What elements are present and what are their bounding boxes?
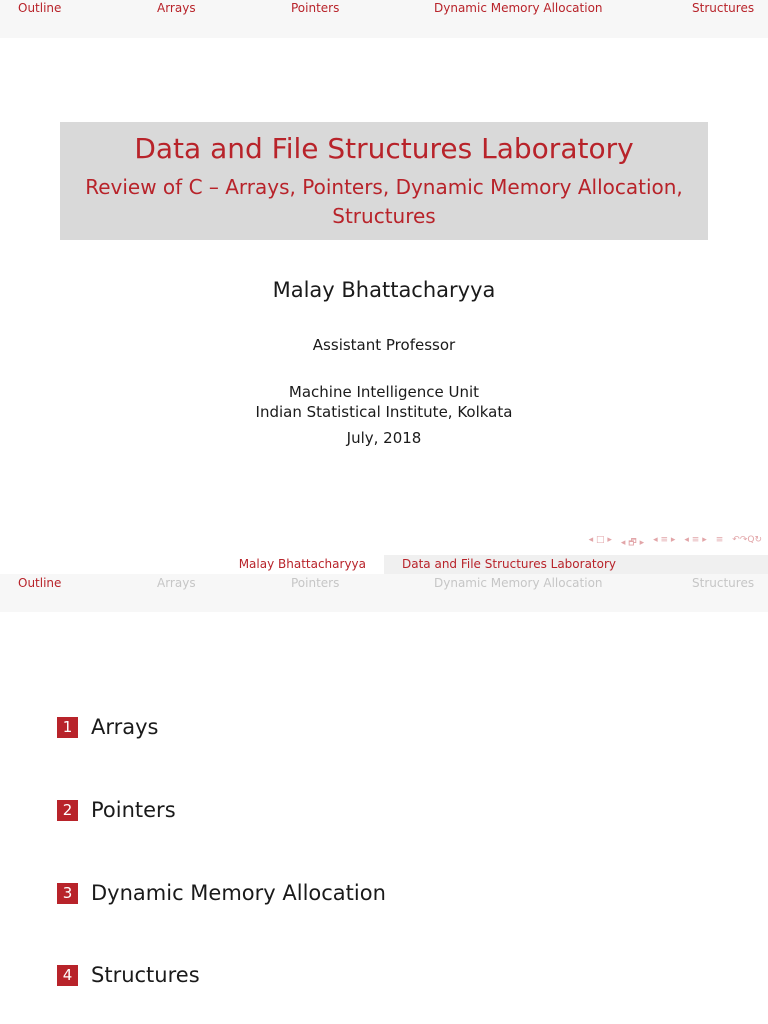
- toc-number: 4: [57, 965, 78, 986]
- presentation-date: July, 2018: [346, 429, 422, 447]
- toc-item-dynamic-memory[interactable]: [57, 881, 386, 905]
- slide-title: Data and File Structures Laboratory: [134, 132, 634, 165]
- title-box: [60, 122, 708, 240]
- toc-label: Arrays: [91, 715, 159, 739]
- nav-outline[interactable]: Outline: [18, 576, 62, 590]
- toc-number: 2: [57, 800, 78, 821]
- toc-item-structures[interactable]: [57, 963, 200, 987]
- slide-subtitle: Review of C – Arrays, Pointers, Dynamic Memory Allocation, Structures: [85, 175, 683, 228]
- toc-item-pointers[interactable]: [57, 798, 176, 822]
- unit-name: Machine Intelligence Unit: [288, 383, 480, 401]
- section-nav-icon[interactable]: ◂ ≡ ▸: [653, 535, 676, 545]
- footer-title: Data and File Structures Laboratory: [402, 557, 617, 571]
- nav-pointers[interactable]: Pointers: [291, 576, 340, 590]
- nav-structures[interactable]: Structures: [692, 576, 755, 590]
- nav-structures[interactable]: Structures: [692, 1, 755, 15]
- author-name: Malay Bhattacharyya: [272, 278, 496, 302]
- doc-nav-icon[interactable]: ◂ ≡ ▸: [684, 535, 707, 545]
- slide-footer: [0, 555, 768, 574]
- nav-arrays[interactable]: Arrays: [157, 1, 196, 15]
- nav-pointers[interactable]: Pointers: [291, 1, 340, 15]
- frame-nav-icon[interactable]: ◂ □ ▸: [588, 535, 612, 545]
- subsection-nav-icon[interactable]: ◂ 🗗 ▸: [620, 538, 645, 548]
- nav-dynamic-memory[interactable]: Dynamic Memory Allocation: [434, 1, 603, 15]
- nav-arrays[interactable]: Arrays: [157, 576, 196, 590]
- search-nav-icon[interactable]: ↶↷Q↻: [732, 535, 762, 545]
- beamer-nav-controls: [589, 535, 762, 551]
- toc-number: 3: [57, 883, 78, 904]
- author-position: Assistant Professor: [312, 336, 456, 354]
- toc-nav-icon[interactable]: ≡: [715, 535, 724, 545]
- toc-item-arrays[interactable]: [57, 715, 159, 739]
- toc-label: Structures: [91, 963, 200, 987]
- toc-label: Dynamic Memory Allocation: [91, 881, 386, 905]
- section-navbar: [0, 574, 768, 612]
- institute-name: Indian Statistical Institute, Kolkata: [255, 403, 513, 421]
- footer-author: Malay Bhattacharyya: [238, 557, 366, 571]
- nav-dynamic-memory[interactable]: Dynamic Memory Allocation: [434, 576, 603, 590]
- toc-label: Pointers: [91, 798, 176, 822]
- nav-outline[interactable]: Outline: [18, 1, 62, 15]
- toc-number: 1: [57, 717, 78, 738]
- section-navbar: [0, 0, 768, 38]
